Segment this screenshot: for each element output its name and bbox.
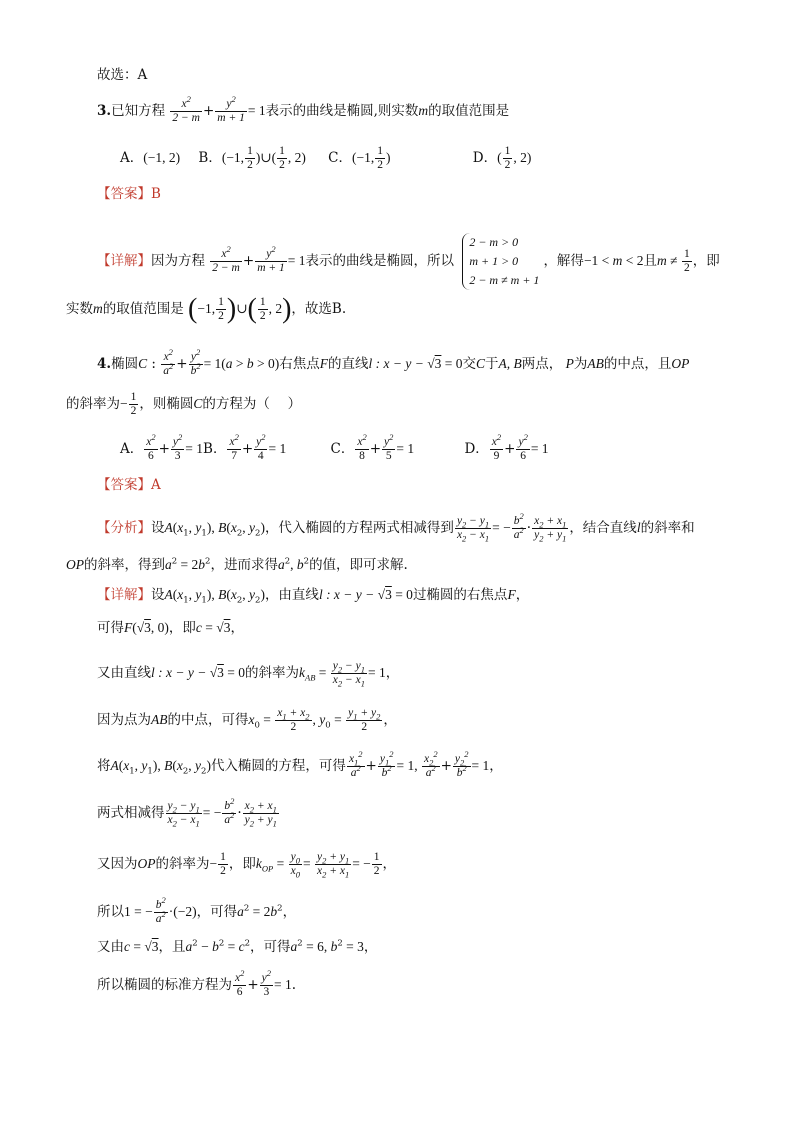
fraction: $\frac{y_2 - y_1}{x_2 - x_1}$ [167,800,200,829]
s3-text-b: 的斜率为 [245,665,299,681]
an-text-a: 设 [151,520,165,536]
an-text-f: ，进而求得 [210,557,278,573]
an-text-b: ，代入椭圆的方程两式相减得到 [264,520,454,536]
d3-text-g: 的取值范围是 [102,301,184,317]
d3-text-c: ，解得 [543,253,584,269]
options-3: A．(−1, 2) B．(−1, $\frac{1}{2}$ )∪( $\frac{1}{2}$ , 2) C．(−1, $\frac{1}{2}$ ) D．( $\frac{1}{2}$ , 2) [120,145,532,171]
an-text-g: 的值，即可求解. [309,557,408,573]
fraction: $\frac{b^2}{a^2}$ [155,895,166,925]
option-d-label: D． [464,441,489,457]
q4-text-j: ，则椭圆 [139,396,194,412]
option-c-label: C． [328,150,353,166]
q3-text-c: 的取值范围是 [428,103,510,119]
s4-text-a: 因为点为 [97,712,151,728]
fraction: $\frac{1}{2}$ [259,296,266,322]
q4-text-b: 右焦点 [279,356,320,372]
step-7: 又因为OP的斜率为− $\frac{1}{2}$ ，即$k_{OP}$ = $\frac{y_0}{x_0}$ = $\frac{y_2 + y_1}{x_2 + x_1}$ = − $\frac{1}{2}$ ， [97,851,397,880]
detail-3: 【详解】因为方程 $\frac{x^2}{2 - m}$ + $\frac{y^2}{m + 1}$ = 1表示的曲线是椭圆，所以 2 − m > 0 m + 1 > 0 2 − m ≠ m + 1，解得−1 < m < 2且m ≠ $\frac{1}{2}$ ，即 [97,233,720,290]
q4-text-h: 的中点，且 [603,356,672,372]
d3-text-e: ，即 [692,253,720,269]
s7-text-b: 的斜率为 [155,856,210,872]
options-4: A． $\frac{x^2}{6}$ + $\frac{y^2}{3}$ = 1B． $\frac{x^2}{7}$ + $\frac{y^2}{4}$ = 1 C． $\frac{x^2}{8}$ + $\frac{y^2}{5}$ = 1 D． $\frac{x^2}{9}$ + $\frac{y^2}{6}$ = 1 [120,432,549,462]
s7-text-c: ，即 [228,856,256,872]
fraction: $\frac{x^2}{6}$ [146,432,156,462]
option-c-label: C． [330,441,355,457]
step-8: 所以1 = − $\frac{b^2}{a^2}$ ·(−2)，可得$a^2 = 2b^2$， [97,895,297,925]
s9-text-b: ，且 [158,939,186,955]
analysis-label: 【分析】 [97,520,151,536]
fraction: $\frac{y^2}{6}$ [518,432,528,462]
s8-text-b: ，可得 [196,904,238,920]
s7-text-a: 又因为 [97,856,138,872]
fraction: $\frac{1}{2}$ [220,851,226,877]
question-4: 4.椭圆C : $\frac{x^2}{a^2}$ + $\frac{y^2}{b^2}$ = 1(a > b > 0)右焦点F的直线l : x − y − √3 = 0交C于A, B两点， P为AB的中点，且OP [97,347,690,377]
step-5: 将$A(x_1$, $y_1$), $B(x_2$, $y_2$)代入椭圆的方程，可得 $\frac{x_1^2}{a^2}$ + $\frac{y_1^2}{b^2}$ = 1, $\frac{x_2^2}{a^2}$ + $\frac{y_2^2}{b^2}$ = 1， [97,749,503,779]
detail-label: 【详解】 [97,253,151,269]
fraction: $\frac{y_1^2}{b^2}$ [379,749,394,779]
step-3: 又由直线l : x − y − √3 = 0的斜率为$k_{AB}$ = $\frac{y_2 - y_1}{x_2 - x_1}$ = 1， [97,660,400,689]
q3-text-b: 表示的曲线是椭圆,则实数 [265,103,419,119]
fraction: $\frac{x^2}{a^2}$ [163,347,174,377]
fraction: $\frac{1}{2}$ [247,145,253,171]
s2-text-b: ，即 [168,620,196,636]
conclusion-text: 故选：A [97,67,148,83]
s1-text-a: 设 [151,587,165,603]
inequality-system: 2 − m > 0 m + 1 > 0 2 − m ≠ m + 1 [462,233,539,290]
d3-text-b: 表示的曲线是椭圆，所以 [305,253,455,269]
question-number: 4. [97,356,112,372]
an-text-c: ，结合直线 [569,520,637,536]
fraction: $\frac{x_2 + x_1}{y_2 + y_1}$ [534,515,567,544]
answer-label: 【答案】 [97,186,151,202]
fraction: $\frac{1}{2}$ [218,296,224,322]
s9-text-a: 又由 [97,939,124,955]
step-10: 所以椭圆的标准方程为 $\frac{x^2}{6}$ + $\frac{y^2}{3}$ = 1. [97,968,297,998]
fraction: $\frac{y^2}{b^2}$ [190,347,201,377]
s5-text-b: 代入椭圆的方程，可得 [210,758,346,774]
step-6: 两式相减得 $\frac{y_2 - y_1}{x_2 - x_1}$ = − $\frac{b^2}{a^2}$ · $\frac{x_2 + x_1}{y_2 + y_1}$ [97,796,277,829]
step-2: 可得F(√3, 0)，即c = √3， [97,620,244,636]
fraction: $\frac{b^2}{a^2}$ [513,511,524,541]
fraction: $\frac{y_2 + y_1}{x_2 + x_1}$ [316,851,350,880]
detail-label: 【详解】 [97,587,151,603]
fraction: $\frac{y_2 - y_1}{x_2 - x_1}$ [332,660,365,689]
fraction: $\frac{y^2}{m + 1}$ [217,94,245,124]
s9-text-c: ，可得 [250,939,291,955]
fraction: $\frac{1}{2}$ [683,248,690,274]
fraction: $\frac{x^2}{2 - m}$ [172,94,200,124]
option-a-label: A． [120,150,144,166]
q4-text-g: 为 [573,356,588,372]
step-4: 因为点为AB的中点，可得$x_0$ = $\frac{x_1 + x_2}{2}$ , $y_0$ = $\frac{y_1 + y_2}{2}$ ， [97,707,397,733]
fraction: $\frac{x^2}{9}$ [491,432,502,462]
question-4-cont: 的斜率为− $\frac{1}{2}$ ，则椭圆C的方程为（ ） [66,391,302,417]
q4-text-d: 交 [462,356,477,372]
fraction: $\frac{x^2}{8}$ [357,432,367,462]
option-b-label: B． [203,441,227,457]
q4-text-a: 椭圆 [111,356,139,372]
q4-text-i: 的斜率为 [66,396,120,412]
detail-3-cont: 实数m的取值范围是 (−1, $\frac{1}{2}$ )∪( $\frac{1}{2}$ , 2)，故选B. [66,293,347,325]
q4-text-k: 的方程为（ ） [202,396,302,412]
fraction: $\frac{y^2}{4}$ [256,432,266,462]
fraction: $\frac{1}{2}$ [377,145,383,171]
question-number: 3. [97,103,112,119]
answer-4 [97,475,161,495]
analysis-4-cont: OP的斜率，得到$a^2 = 2b^2$，进而求得$a^2$, $b^2$的值，即可求解. [66,556,408,573]
fraction: $\frac{y_2 - y_1}{x_2 - x_1}$ [456,515,490,544]
q4-text-c: 的直线 [328,356,369,372]
option-d-label: D． [472,150,498,166]
fraction: $\frac{y_2^2}{b^2}$ [454,749,469,779]
option-a-label: A． [120,441,144,457]
fraction: $\frac{y^2}{3}$ [172,432,183,462]
fraction: $\frac{b^2}{a^2}$ [224,796,235,826]
fraction: $\frac{x^2}{2 - m}$ [212,244,240,274]
s5-text-a: 将 [97,758,111,774]
fraction: $\frac{1}{2}$ [504,145,511,171]
s4-text-b: 的中点，可得 [167,712,249,728]
d3-text-f: 实数 [66,301,93,317]
fraction: $\frac{x_2^2}{a^2}$ [423,749,438,779]
s3-text-a: 又由直线 [97,665,151,681]
d3-text-a: 因为方程 [151,253,205,269]
q4-text-e: 于 [485,356,499,372]
conclusion-line [97,65,147,85]
an-text-e: 的斜率，得到 [84,557,165,573]
answer-value: A [151,477,161,493]
d3-text-h: ，故选B. [291,301,347,317]
an-text-d: 的斜率和 [640,520,695,536]
step-9: 又由c = √3，且$a^2 - b^2 = c^2$，可得$a^2 = 6$, $b^2 = 3$， [97,938,378,955]
q3-text-a: 已知方程 [111,103,166,119]
s2-text-a: 可得 [97,620,124,636]
answer-label: 【答案】 [97,477,151,493]
s6-text-a: 两式相减得 [97,805,165,821]
fraction: $\frac{x^2}{6}$ [235,968,245,998]
step-1: 【详解】设$A(x_1$, $y_1$), $B(x_2$, $y_2$)，由直线l : x − y − √3 = 0过椭圆的右焦点F， [97,587,530,606]
s1-text-b: ，由直线 [264,587,319,603]
s8-text-a: 所以 [97,904,124,920]
s10-text-a: 所以椭圆的标准方程为 [97,977,232,993]
question-3: 3.已知方程 $\frac{x^2}{2 - m}$ + $\frac{y^2}{m + 1}$ = 1表示的曲线是椭圆,则实数m的取值范围是 [97,94,510,124]
answer-value: B [151,186,161,202]
fraction: $\frac{1}{2}$ [373,851,380,877]
fraction: $\frac{x^2}{7}$ [229,432,239,462]
fraction: $\frac{y^2}{3}$ [261,968,272,998]
fraction: $\frac{x_1^2}{a^2}$ [348,749,363,779]
fraction: $\frac{y_1 + y_2}{2}$ [348,707,381,733]
fraction: $\frac{1}{2}$ [130,391,137,417]
d3-text-d: 且 [643,253,658,269]
fraction: $\frac{x_2 + x_1}{y_2 + y_1}$ [244,800,277,829]
fraction: $\frac{x_1 + x_2}{2}$ [277,707,310,733]
option-b-label: B． [198,150,222,166]
fraction: $\frac{1}{2}$ [279,145,285,171]
fraction: $\frac{y^2}{m + 1}$ [257,244,285,274]
fraction: $\frac{y^2}{5}$ [384,432,394,462]
s1-text-c: 过椭圆的右焦点 [412,587,508,603]
answer-3 [97,184,161,204]
fraction: $\frac{y_0}{x_0}$ [290,851,300,880]
analysis-4: 【分析】设$A(x_1$, $y_1$), $B(x_2$, $y_2$)，代入椭圆的方程两式相减得到 $\frac{y_2 - y_1}{x_2 - x_1}$ = − $\frac{b^2}{a^2}$ · $\frac{x_2 + x_1}{y_2 + y_1}$ ，结合直线l的斜率和 [97,511,695,544]
q4-text-f: 两点， [521,356,563,372]
